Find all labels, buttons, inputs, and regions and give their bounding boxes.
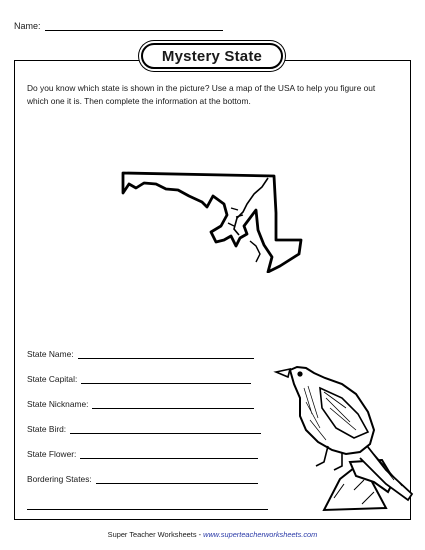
- state-bird-answer-line[interactable]: [70, 425, 261, 434]
- title-text: Mystery State: [161, 47, 263, 65]
- footer-brand: Super Teacher Worksheets: [107, 530, 197, 539]
- bird-drawing: [270, 358, 420, 520]
- footer: [0, 530, 425, 539]
- name-label: Name:: [14, 21, 41, 31]
- state-capital-field: [27, 374, 251, 384]
- state-capital-answer-line[interactable]: [81, 375, 251, 384]
- instructions-text: Do you know which state is shown in the picture? Use a map of the USA to help you figure out which one it is. Then complete the information at the bottom.: [27, 83, 376, 106]
- bordering-states-label: Bordering States:: [27, 474, 92, 484]
- state-bird-label: State Bird:: [27, 424, 67, 434]
- state-nickname-field: [27, 399, 254, 409]
- bordering-states-field: [27, 474, 258, 484]
- name-field: [14, 21, 223, 31]
- name-line[interactable]: [45, 21, 223, 31]
- state-map-image: [110, 168, 310, 273]
- state-capital-label: State Capital:: [27, 374, 78, 384]
- footer-link[interactable]: www.superteacherworksheets.com: [203, 530, 318, 539]
- page-title: [141, 43, 283, 69]
- footer-separator: -: [196, 530, 204, 539]
- state-name-answer-line[interactable]: [78, 350, 254, 359]
- state-flower-label: State Flower:: [27, 449, 77, 459]
- state-name-label: State Name:: [27, 349, 74, 359]
- state-flower-answer-line[interactable]: [80, 450, 258, 459]
- bordering-states-answer-line[interactable]: [96, 475, 258, 484]
- state-nickname-label: State Nickname:: [27, 399, 89, 409]
- state-nickname-answer-line[interactable]: [92, 400, 254, 409]
- state-bird-field: [27, 424, 261, 434]
- state-name-field: [27, 349, 254, 359]
- extra-answer-line[interactable]: [27, 509, 268, 510]
- state-flower-field: [27, 449, 258, 459]
